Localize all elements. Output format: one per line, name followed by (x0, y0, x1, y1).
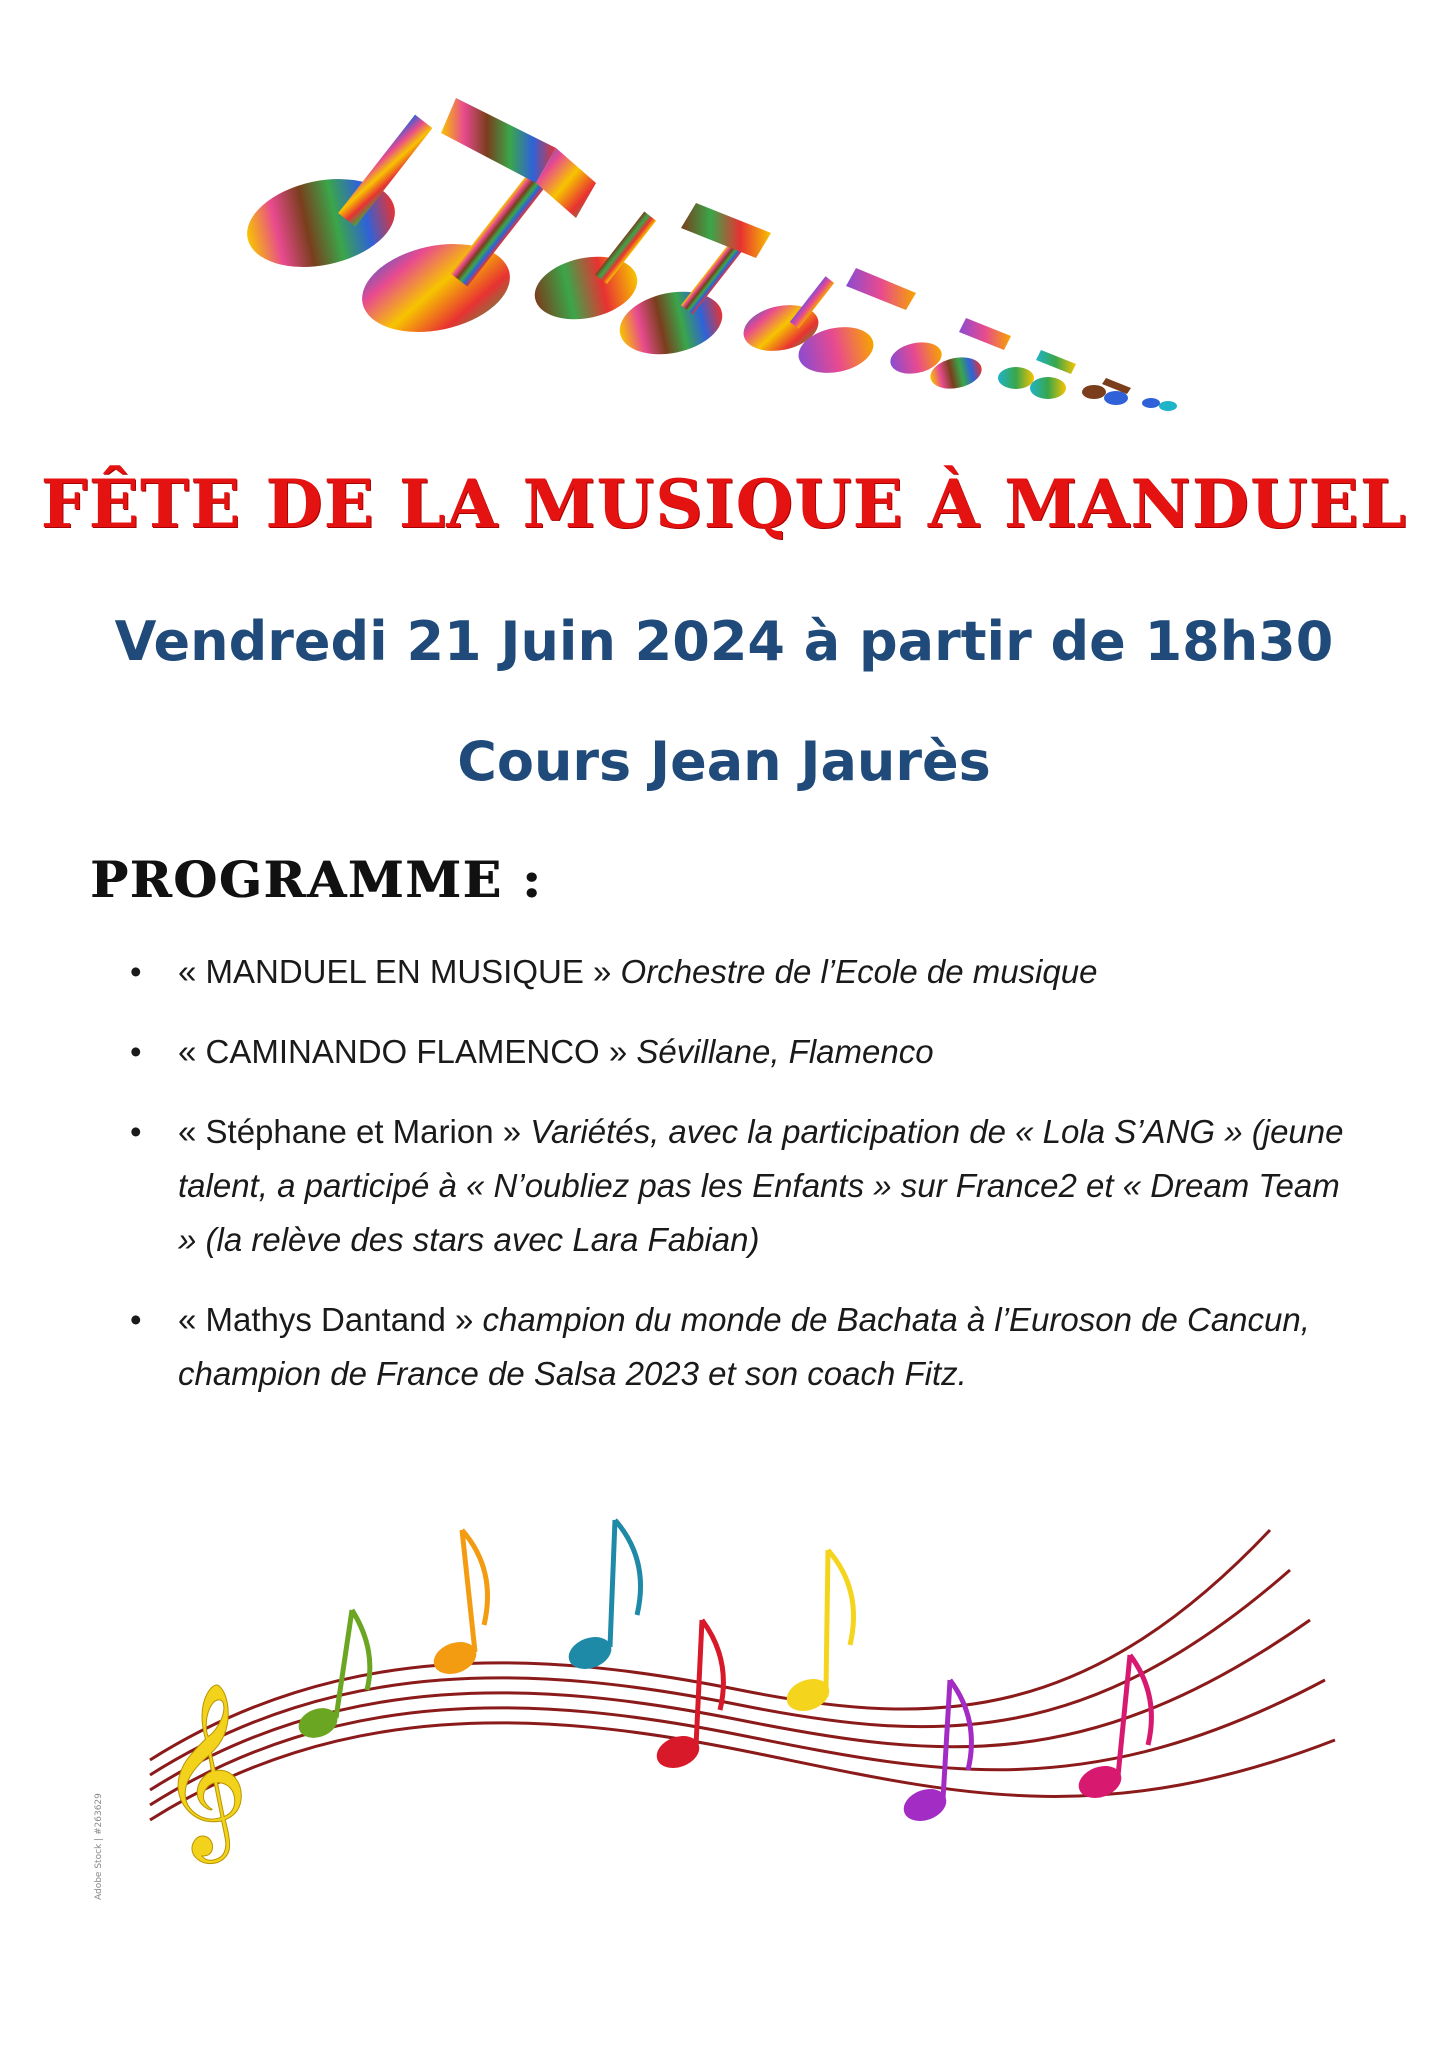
bullet: • (130, 1033, 142, 1070)
bullet: • (130, 1301, 142, 1338)
act-name: « CAMINANDO FLAMENCO » (178, 1033, 637, 1070)
act-description: Variétés, avec la participation de « Lola S’ANG » (jeune talent, a participé à « N’oubliez pas les Enfants » sur France2 et « Dream Team » (la relève des stars avec Lara Fabian) (178, 1113, 1344, 1258)
bullet: • (130, 1113, 142, 1150)
program-list (130, 945, 1360, 1427)
programme-heading: PROGRAMME : (90, 850, 543, 909)
event-date: Vendredi 21 Juin 2024 à partir de 18h30 (114, 610, 1334, 673)
list-item (130, 1105, 1360, 1267)
act-name: « Stéphane et Marion » (178, 1113, 531, 1150)
list-item (130, 1025, 1360, 1079)
musical-staff-with-colored-notes-icon (90, 1490, 1360, 1920)
act-name: « MANDUEL EN MUSIQUE » (178, 953, 621, 990)
act-description: Orchestre de l’Ecole de musique (620, 953, 1098, 990)
event-place: Cours Jean Jaurès (457, 730, 991, 793)
act-description: champion du monde de Bachata à l’Euroson de Cancun, champion de France de Salsa 2023 et son coach Fitz. (178, 1301, 1310, 1392)
list-item (130, 1293, 1360, 1401)
act-name: « Mathys Dantand » (178, 1301, 483, 1338)
list-item (130, 945, 1360, 999)
image-credit: Adobe Stock | #263629 (94, 1793, 104, 1900)
treble-clef-icon: 𝄞 (160, 1682, 249, 1856)
colorful-music-notes-icon (226, 88, 1226, 428)
bullet: • (130, 953, 142, 990)
poster-title: FÊTE DE LA MUSIQUE À MANDUEL (40, 465, 1408, 543)
act-description: Sévillane, Flamenco (636, 1033, 934, 1070)
